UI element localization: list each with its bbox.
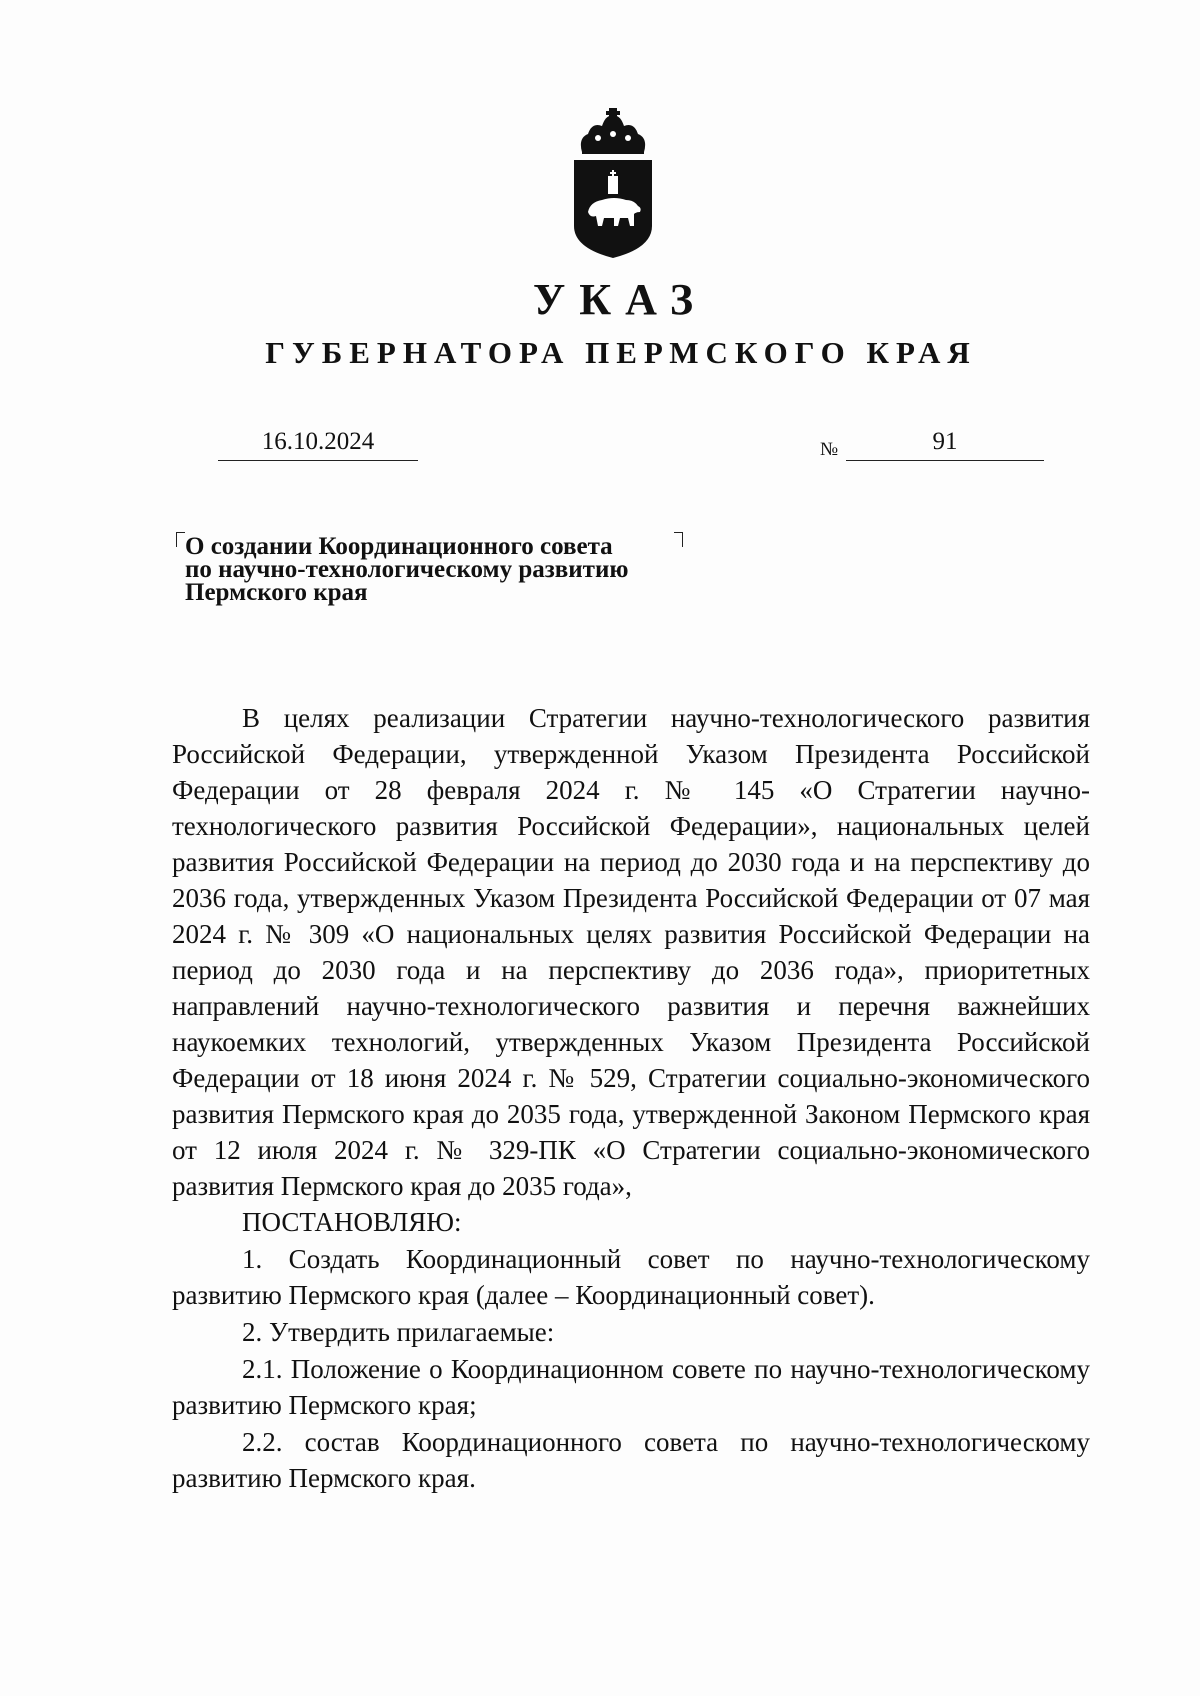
preamble-paragraph: В целях реализации Стратегии научно-технологического развития Российской Федерации, утвержденной Указом Президента Российской Федерации от 28 февраля 2024 г. № 145 «О Стратегии научно-технологического развития Российской Федерации», национальных целей развития Российской Федерации на период до 2030 года и на перспективу до 2036 года, утвержденных Указом Президента Российской Федерации от 07 мая 2024 г. № 309 «О национальных целях развития Российской Федерации на период до 2030 года и на перспективу до 2036 года», приоритетных направлений научно-технологического развития и перечня важнейших наукоемких технологий, утвержденных Указом Президента Российской Федерации от 18 июня 2024 г. № 529, Стратегии социально-экономического развития Пермского края до 2035 года, утвержденной Законом Пермского края от 12 июля 2024 г. № 329-ПК «О Стратегии социально-экономического развития Пермского края до 2035 года», bbox=[172, 703, 1090, 1201]
subject-line: Пермского края bbox=[185, 579, 368, 606]
decree-item: 2.1. Положение о Координационном совете по научно-технологическому развитию Пермского края; bbox=[172, 1354, 1090, 1420]
decree-subject bbox=[185, 535, 705, 604]
subject-line: О создании Координационного совета bbox=[185, 533, 613, 560]
decree-number: 91 bbox=[846, 424, 1044, 461]
number-sign: № bbox=[820, 439, 839, 460]
decree-item: 2. Утвердить прилагаемые: bbox=[242, 1317, 555, 1347]
subject-line: по научно-технологическому развитию bbox=[185, 556, 629, 583]
subject-bracket-left bbox=[176, 532, 185, 547]
decree-word: ПОСТАНОВЛЯЮ: bbox=[242, 1207, 462, 1237]
document-issuer: ГУБЕРНАТОРА ПЕРМСКОГО КРАЯ bbox=[265, 335, 977, 370]
decree-body bbox=[172, 700, 1090, 1496]
decree-item: 1. Создать Координационный совет по научно-технологическому развитию Пермского края (далее – Координационный совет). bbox=[172, 1244, 1090, 1310]
decree-date: 16.10.2024 bbox=[218, 424, 418, 461]
document-title: УКАЗ bbox=[532, 275, 708, 324]
decree-item: 2.2. состав Координационного совета по научно-технологическому развитию Пермского края. bbox=[172, 1427, 1090, 1493]
perm-krai-coat-of-arms-icon bbox=[568, 108, 658, 260]
